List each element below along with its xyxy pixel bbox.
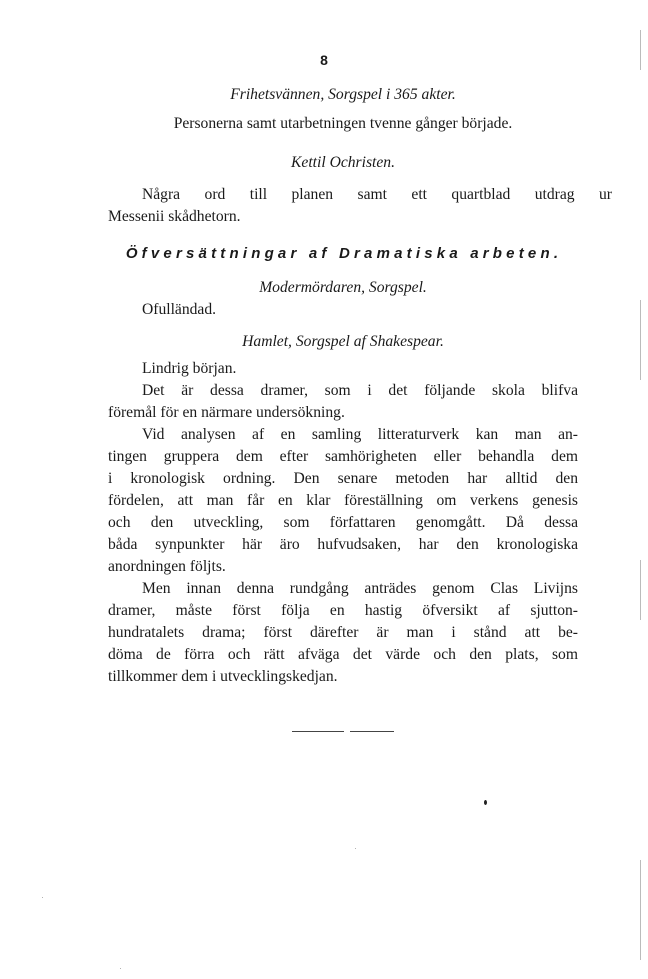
paragraph-line: döma de förra och rätt afväga det värde och den plats, som — [108, 646, 578, 663]
paragraph-line: tillkommer dem i utvecklingskedjan. — [108, 668, 338, 685]
scan-edge-mark — [640, 30, 641, 70]
ink-speck — [355, 848, 356, 849]
paragraph-line: båda synpunkter här äro hufvudsaken, har den kronologiska — [108, 536, 578, 553]
scan-edge-mark — [640, 560, 641, 620]
paragraph-line: fördelen, att man får en klar föreställning om verkens genesis — [108, 492, 578, 509]
paragraph-line: tingen gruppera dem efter samhörigheten eller behandla dem — [108, 448, 578, 465]
paragraph-line: och den utveckling, som författaren genomgått. Då dessa — [108, 514, 578, 531]
paragraph-line: dramer, måste först följa en hastig öfversikt af sjutton- — [108, 602, 578, 619]
paragraph-line: Det är dessa dramer, som i det följande skola blifva — [142, 382, 578, 399]
work-title-frihetsvannen: Frihetsvännen, Sorgspel i 365 akter. — [230, 86, 456, 103]
paragraph-line: anordningen följts. — [108, 558, 226, 575]
paragraph-1 — [108, 380, 578, 424]
work-title-kettil: Kettil Ochristen. — [291, 154, 395, 171]
work-note-modermordaren: Ofulländad. — [142, 301, 217, 318]
work-note-kettil-line2: Messenii skådhetorn. — [108, 208, 241, 225]
paragraph-line: hundratalets drama; först därefter är man i stånd att be- — [108, 624, 578, 641]
work-title-modermordaren: Modermördaren, Sorgspel. — [259, 279, 427, 296]
paragraph-line: i kronologisk ordning. Den senare metoden har alltid den — [108, 470, 578, 487]
work-title-hamlet: Hamlet, Sorgspel af Shakespear. — [242, 333, 444, 350]
scan-edge-mark — [640, 300, 641, 380]
paragraph-line: Men innan denna rundgång anträdes genom Clas Livijns — [142, 580, 578, 597]
page-number: 8 — [320, 52, 328, 68]
work-note-kettil-line1: Några ord till planen samt ett quartblad utdrag ur — [142, 186, 612, 203]
section-end-rule — [292, 731, 394, 732]
work-note-frihetsvannen: Personerna samt utarbetningen tvenne gånger började. — [173, 115, 513, 132]
paragraph-3 — [108, 578, 578, 688]
paragraph-line: Vid analysen af en samling litteraturverk kan man an- — [142, 426, 578, 443]
section-heading-translations: Öfversättningar af Dramatiska arbeten. — [125, 245, 563, 262]
paragraph-line: föremål för en närmare undersökning. — [108, 404, 345, 421]
ink-speck — [120, 968, 121, 969]
ink-speck — [42, 897, 43, 898]
paragraph-2 — [108, 424, 578, 578]
ink-speck — [484, 800, 487, 805]
work-note-hamlet: Lindrig början. — [142, 360, 237, 377]
scan-edge-mark — [640, 860, 641, 960]
section-end-rule-gap — [344, 729, 350, 733]
